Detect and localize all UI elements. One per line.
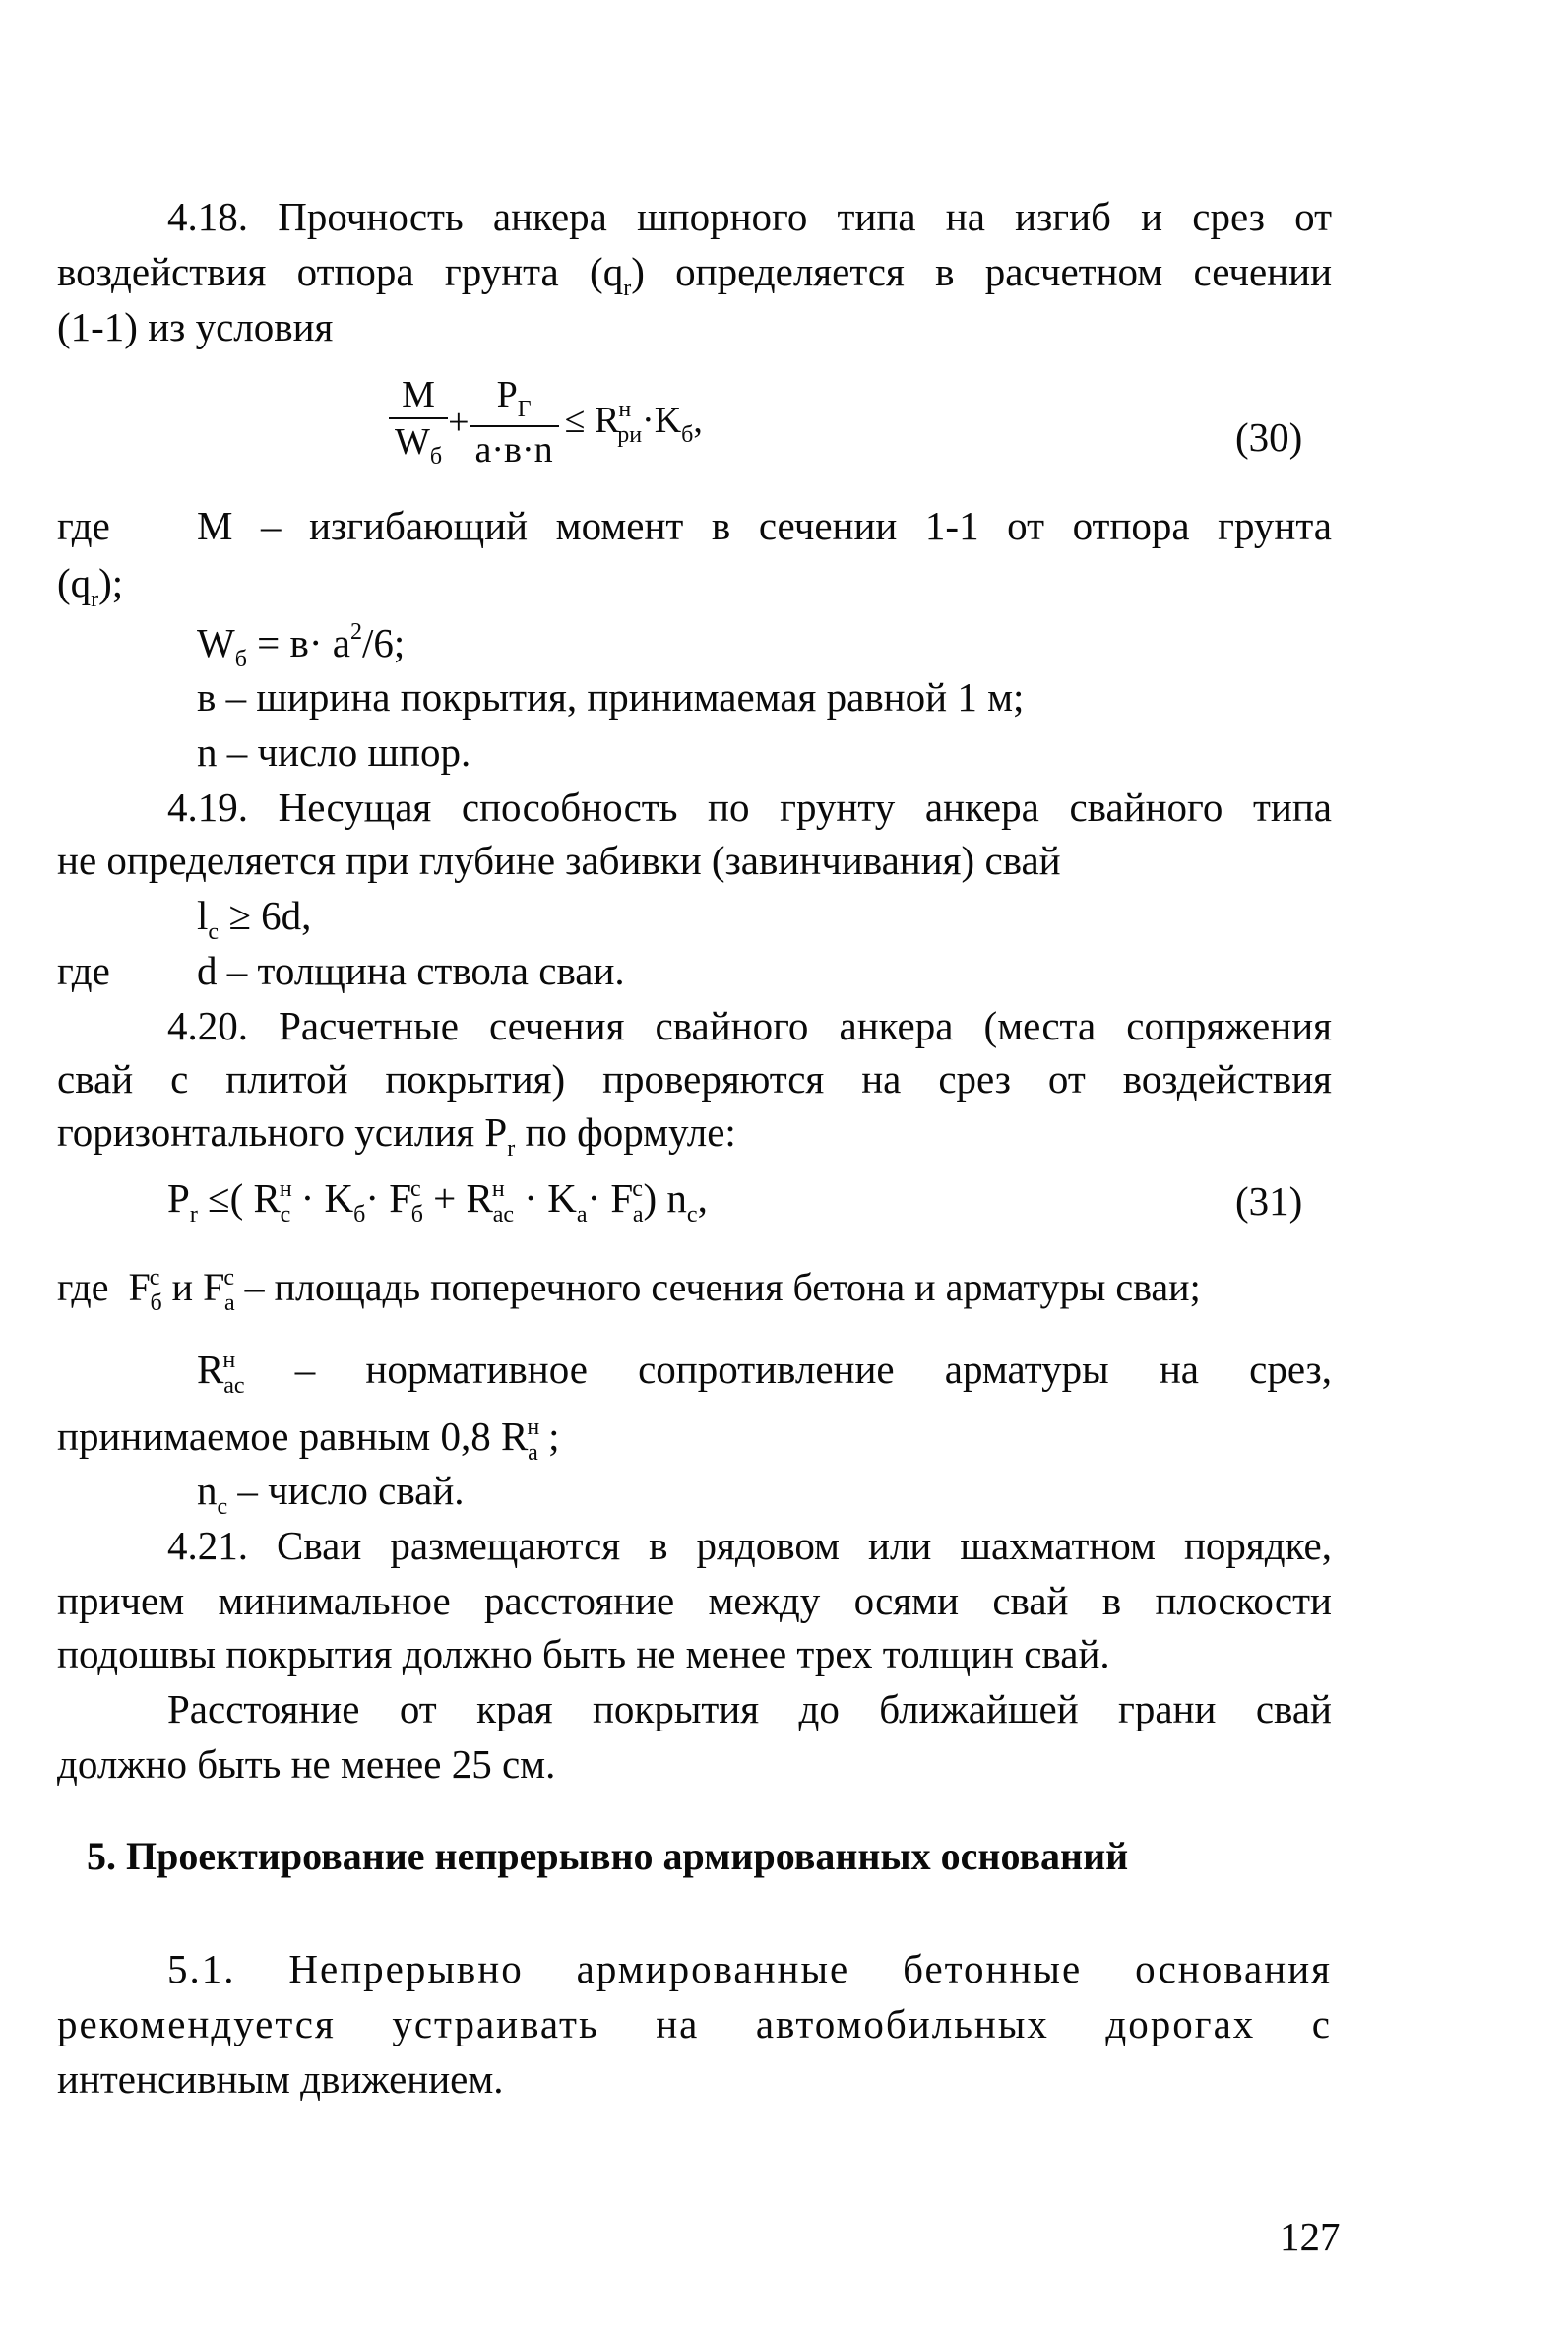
d-definition: d – толщина ствола сваи. <box>197 948 625 993</box>
paragraph-5-1-line-2: рекомендуется устраивать на автомобильных дорогах с <box>57 2001 1332 2046</box>
where-label-1: где <box>57 503 110 548</box>
n-definition: n – число шпор. <box>197 729 471 775</box>
paragraph-4-18-line-2: воздействия отпора грунта $(q_r)$ определяется в расчетном сечении <box>57 249 1333 301</box>
moment-definition: M – изгибающий момент в сечении 1-1 от отпора грунта <box>197 503 1332 548</box>
paragraph-4-19-line-1: 4.19. Несущая способность по грунту анкера свайного типа <box>167 785 1332 830</box>
paragraph-4-21-line-4: Расстояние от края покрытия до ближайшей грани свай <box>167 1686 1332 1731</box>
fraction-m-over-w: $\frac{M}{W_б}$ <box>389 376 448 469</box>
paragraph-4-21-line-3: подошвы покрытия должно быть не менее трех толщин свай. <box>57 1631 1110 1676</box>
paragraph-4-18-line-3: (1-1) из условия <box>57 304 334 349</box>
equation-number-30: (30) <box>1235 414 1303 460</box>
fraction-p-over-abn: $\frac{P_Г}{a\cdot в\cdot n}$ <box>470 376 559 469</box>
paragraph-4-21-line-1: 4.21. Сваи размещаются в рядовом или шахматном порядке, <box>167 1523 1332 1568</box>
page-number: 127 <box>1280 2214 1341 2259</box>
section-5-heading: 5. Проектирование непрерывно армированных оснований <box>87 1834 1129 1878</box>
paragraph-4-18-line-1: 4.18. Прочность анкера шпорного типа на изгиб и срез от <box>167 194 1332 239</box>
r-definition: $R^н_{ac}$ – нормативное сопротивление арматуры на срез, <box>197 1347 1332 1399</box>
paragraph-4-21-line-2: причем минимальное расстояние между осями свай в плоскости <box>57 1578 1332 1623</box>
paragraph-4-21-line-5: должно быть не менее 25 см. <box>57 1741 556 1787</box>
paragraph-4-20-line-3: горизонтального усилия $P_r$ по формуле: <box>57 1109 736 1162</box>
r-definition-continued: принимаемое равным 0,8 $R^н_a$ ; <box>57 1414 560 1466</box>
paragraph-5-1-line-1: 5.1. Непрерывно армированные бетонные основания <box>167 1946 1332 1991</box>
where-label-2: где <box>57 948 110 993</box>
area-definition: где $F^c_б$ и $F^c_a$ – площадь поперечного сечения бетона и арматуры сваи; <box>57 1265 1201 1316</box>
formula-31: $P_r$ ≤( $R^н_c \cdot K_б\cdot F^c_б + R^н_{ac} \cdot K_a\cdot F^c_a$) $n_c$, <box>167 1175 708 1227</box>
paragraph-4-20-line-1: 4.20. Расчетные сечения свайного анкера (места сопряжения <box>167 1003 1332 1048</box>
w-definition: $W_б = в\cdot a^2/6$; <box>197 619 406 672</box>
formula-30: $\frac{M}{W_б}$ + $\frac{P_Г}{a\cdot в\cdot n}$ ≤ $R^н_{ри}\cdot K_б$, <box>389 376 1078 469</box>
pile-depth-condition: $l_c \ge 6d$, <box>197 893 312 945</box>
paragraph-5-1-line-3: интенсивным движением. <box>57 2056 504 2102</box>
equation-number-31: (31) <box>1235 1178 1303 1224</box>
paragraph-4-19-line-2: не определяется при глубине забивки (завинчивания) свай <box>57 838 1061 883</box>
b-definition: в – ширина покрытия, принимаемая равной 1 м; <box>197 674 1025 720</box>
nc-definition: $n_c$ – число свай. <box>197 1468 465 1520</box>
moment-definition-continued: $(q_r)$; <box>57 560 124 612</box>
paragraph-4-20-line-2: свай с плитой покрытия) проверяются на срез от воздействия <box>57 1056 1332 1102</box>
